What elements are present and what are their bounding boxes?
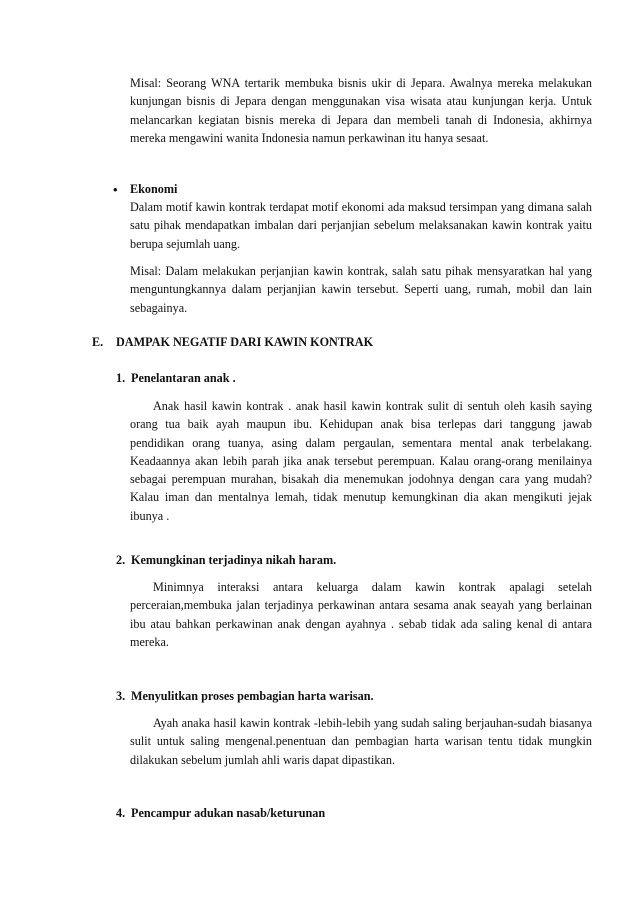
ekonomi-heading: Ekonomi <box>130 182 178 196</box>
ekonomi-body <box>130 198 592 253</box>
item-4-number: 4. <box>116 806 126 820</box>
bullet-icon: • <box>113 182 118 197</box>
section-e-label: E. <box>92 335 104 349</box>
item-3-title: Menyulitkan proses pembagian harta warisan. <box>131 689 374 703</box>
paragraph-misal-wna <box>130 74 592 147</box>
section-e-title: DAMPAK NEGATIF DARI KAWIN KONTRAK <box>116 335 374 349</box>
item-3-body <box>130 714 592 769</box>
item-1-title: Penelantaran anak . <box>131 371 236 385</box>
item-1-body-text: Anak hasil kawin kontrak . anak hasil kawin kontrak sulit di sentuh oleh kasih saying orang tua baik ayah maupun ibu. Kehidupan anak bisa terlepas dari tanggung jawab pendidikan orang tuanya, asing dalam pergaulan, sementara mental anak terbelakang. Keadaannya akan lebih parah jika anak tersebut perempuan. Kalau orang-orang menilainya sebagai perempuan murahan, bisakah dia menemukan jodohnya dengan cara yang mudah? Kalau iman dan mentalnya lemah, tidak menutup kemungkinan dia akan mengikuti jejak ibunya . <box>130 399 592 523</box>
item-4-title: Pencampur adukan nasab/keturunan <box>131 806 326 820</box>
item-1-body <box>130 397 592 525</box>
item-1-number: 1. <box>116 371 126 385</box>
ekonomi-misal <box>130 262 592 317</box>
ekonomi-misal-text: Misal: Dalam melakukan perjanjian kawin kontrak, salah satu pihak mensyaratkan hal yang menguntungkannya dalam perjanjian kawin tersebut. Seperti uang, rumah, mobil dan lain sebagainya. <box>130 264 592 315</box>
ekonomi-body-text: Dalam motif kawin kontrak terdapat motif ekonomi ada maksud tersimpan yang dimana salah satu pihak mendapatkan imbalan dari perjanjian sebelum melaksanakan kawin kontrak yaitu berupa sejumlah uang. <box>130 200 592 251</box>
item-2-title: Kemungkinan terjadinya nikah haram. <box>131 553 337 567</box>
item-2-body <box>130 578 592 651</box>
misal-wna-text: Misal: Seorang WNA tertarik membuka bisnis ukir di Jepara. Awalnya mereka melakukan kunjungan bisnis di Jepara dengan menggunakan visa wisata atau kunjungan kerja. Untuk melancarkan kegiatan bisnis mereka di Jepara dan membeli tanah di Indonesia, akhirnya mereka mengawini wanita Indonesia namun perkawinan itu hanya sesaat. <box>130 76 592 145</box>
item-2-body-text: Minimnya interaksi antara keluarga dalam kawin kontrak apalagi setelah perceraian,membuka jalan terjadinya perkawinan antara sesama anak seayah yang berlainan ibu atau bahkan perkawinan anak dengan ayahnya . sebab tidak ada saling kenal di antara mereka. <box>130 580 592 649</box>
item-3-body-text: Ayah anaka hasil kawin kontrak -lebih-lebih yang sudah saling berjauhan-sudah biasanya sulit untuk saling mengenal.penentuan dan pembagian harta warisan tentu tidak mungkin dilakukan sebelum jumlah ahli waris dapat dipastikan. <box>130 716 592 767</box>
item-3-number: 3. <box>116 689 126 703</box>
item-2-number: 2. <box>116 553 126 567</box>
